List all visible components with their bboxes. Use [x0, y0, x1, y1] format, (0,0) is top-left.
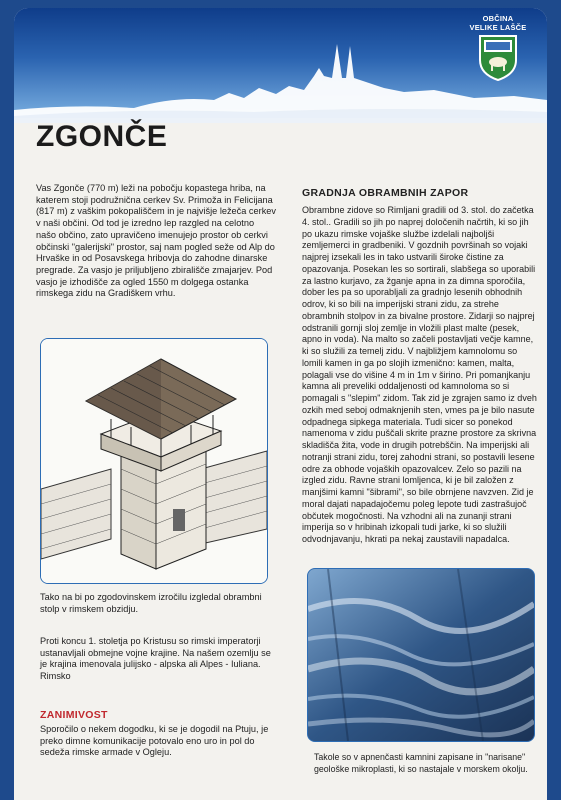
- watchtower-illustration: [40, 338, 268, 584]
- limestone-photo: [307, 568, 535, 742]
- emblem-line2: VELIKE LAŠČE: [469, 23, 527, 32]
- curiosity-heading: ZANIMIVOST: [40, 709, 108, 721]
- right-heading: GRADNJA OBRAMBNIH ZAPOR: [302, 187, 469, 199]
- emblem-line1: OBČINA: [482, 14, 514, 23]
- intro-text: Vas Zgonče (770 m) leži na pobočju kopastega hriba, na katerem stoji podružnična cerkev Sv. Primoža in Felicijana (817 m) z vaškim pokopališčem in je najvišje ležeča cerkev v naši občini. Od tod je izredno lep razgled na celotno našo občino, zato upravičeno imenujejo prostor ob cerkvi občinski "galerijski" prostor, saj nam pogled seže od Alp do Hrvaške in od Posavskega hribovja do zahodne dinarske pregrade. Za vasjo je priljubljeno zbirališče zmajarjev. Pod vasjo je izhodišče za ogled 1550 m dolgega ostanka rimskega zidu na Gradiškem vrhu.: [36, 183, 276, 299]
- roman-watchtower-drawing: [41, 339, 267, 583]
- page-title: ZGONČE: [36, 120, 168, 153]
- header-banner: [14, 8, 547, 118]
- coat-of-arms-icon: [478, 34, 518, 82]
- limestone-caption: Takole so v apnenčasti kamnini zapisane in "narisane" geološke mikroplasti, ki so nastajale v morskem okolju.: [314, 752, 528, 774]
- history-text: Proti koncu 1. stoletja po Kristusu so rimski imperatorji ustanavljali obmejne vojne krajine. Na našem ozemlju se je krajina imenovala julijsko - alpska ali Alpes - Iuliana. Rimsko: [40, 636, 271, 682]
- limestone-microlayers-image: [308, 569, 534, 741]
- board-panel: [14, 8, 547, 800]
- curiosity-text: Sporočilo o nekem dogodku, ki se je dogodil na Ptuju, je preko dimne komunikacije potovalo eno uro in pol do sedeža rimske armade v Ogleju.: [40, 724, 269, 758]
- construction-text: Obrambne zidove so Rimljani gradili od 3. stol. do začetka 4. stol.. Gradili so jih po naprej določenih načrtih, ki so jih po ukazu rimske vojaške službe izdelali najboljši zemljemerci in gradbeniki. V gozdnih površinah so vojaki najprej izsekali les in tako ustvarili široke čistine za opazovanja. Posekan les so sortirali, slabšega so uporabili za lastno kurjavo, za žganje apna in za dimna sporočila, dober les pa so uporabljali za gradnjo lesenih obhodnih odrov, ki so bili na imperijski strani zidu, za strehe obrambnih stolpov in za bivalne prostore. Zidarji so najprej odstranili gornji sloj zemlje in vložili plast malte (pesek, apno in voda). Na malto so začeli postavljati večje kamne, ki so služili za temelj zidu. V najbližjem kamnolomu so lomili kamen in ga po slojih izmenično: kamen, malta, polagali vse do višine 4 m in 1m v širino. Pri pomanjkanju kamna ali preveliki oddaljenosti od kamnoloma so si pomagali s "slepim" zidom. Tak zid je zgrajen samo iz dveh ozkih med seboj odmaknjenih sten, vmes pa je bilo nasute odpadnega sipkega materiala. Tudi sicer so ponekod namenoma v zidu puščali skrite prazne prostore za skrivna skladišča žita, vode in drugih potrebščin. Na imperijski ali notranji strani zidu, torej zahodni strani, so postavili lesene odre za obhode vojaških opazovalcev. Zelo so pazili na izgled zidu. Ravne strani lomljenca, ki je bil založen z manjšimi kamni "šibrami", so bile obrnjene navzven. Zid je moral dajati napadajočemu poleg lepote tudi zastrašujoč občutek mogočnosti. Na vzhodni ali na zunanji strani imperija so v hribinah izkopali tudi jarke, ki so služili odvodnjavanju, hkrati pa nekaj zaustavili napadalca.: [302, 205, 537, 544]
- tower-caption: Tako na bi po zgodovinskem izročilu izgledal obrambni stolp v rimskem obzidju.: [40, 592, 262, 614]
- municipality-emblem: [463, 14, 533, 82]
